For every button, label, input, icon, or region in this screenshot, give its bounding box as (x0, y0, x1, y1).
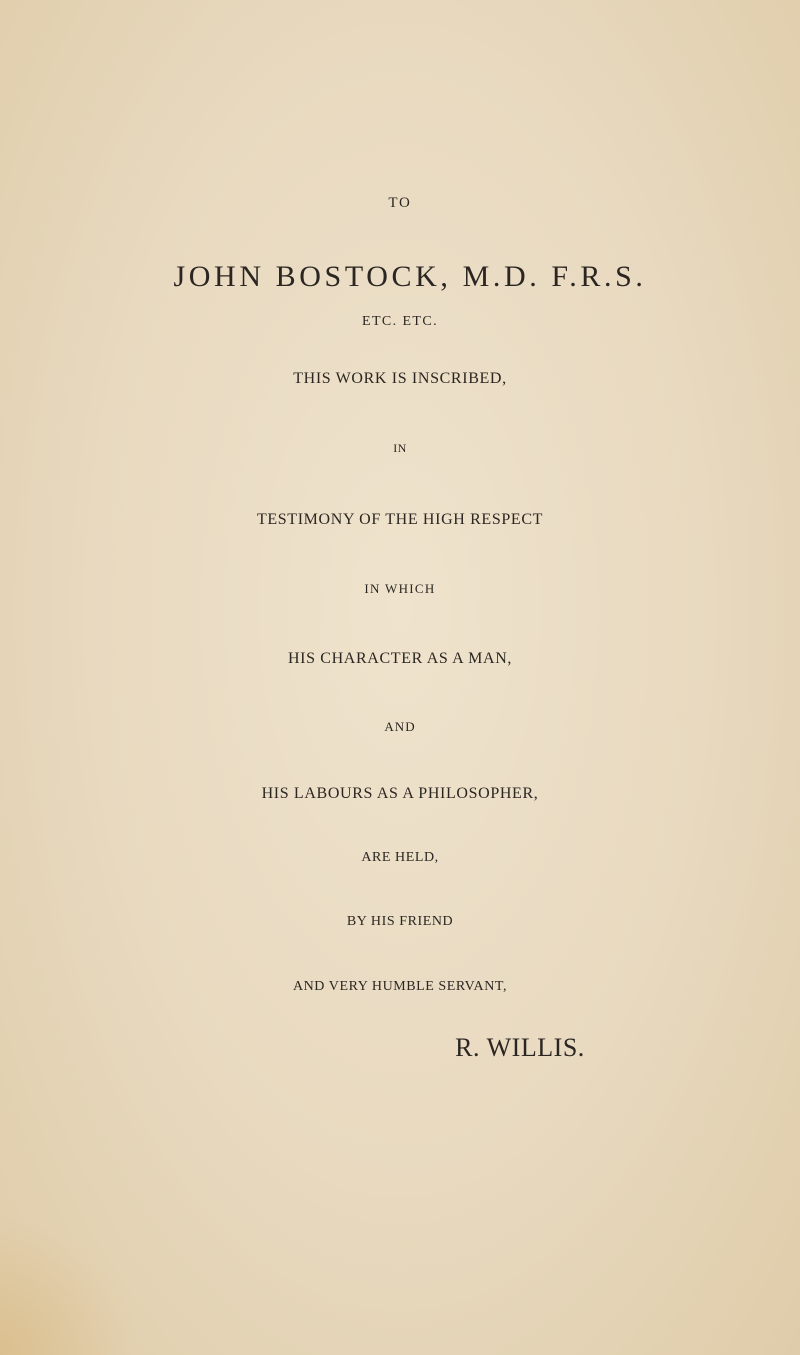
dedication-line: BY HIS FRIEND (346, 914, 454, 929)
dedication-to: TO (388, 195, 412, 211)
dedicatee-etc: ETC. ETC. (362, 314, 438, 329)
dedication-line: HIS LABOURS AS A PHILOSOPHER, (261, 785, 539, 802)
dedicatee-name: JOHN BOSTOCK, M.D. F.R.S. (173, 260, 647, 293)
dedication-line: AND (384, 719, 416, 734)
dedication-line: HIS CHARACTER AS A MAN, (287, 650, 513, 667)
dedication-line: IN WHICH (364, 581, 436, 596)
dedication-line: AND VERY HUMBLE SERVANT, (292, 979, 508, 994)
dedicator-signature: R. WILLIS. (455, 1033, 585, 1062)
dedication-line: TESTIMONY OF THE HIGH RESPECT (256, 511, 544, 528)
dedication-line: IN (393, 441, 407, 455)
dedication-line: THIS WORK IS INSCRIBED, (293, 370, 507, 387)
dedication-line: ARE HELD, (361, 850, 439, 865)
